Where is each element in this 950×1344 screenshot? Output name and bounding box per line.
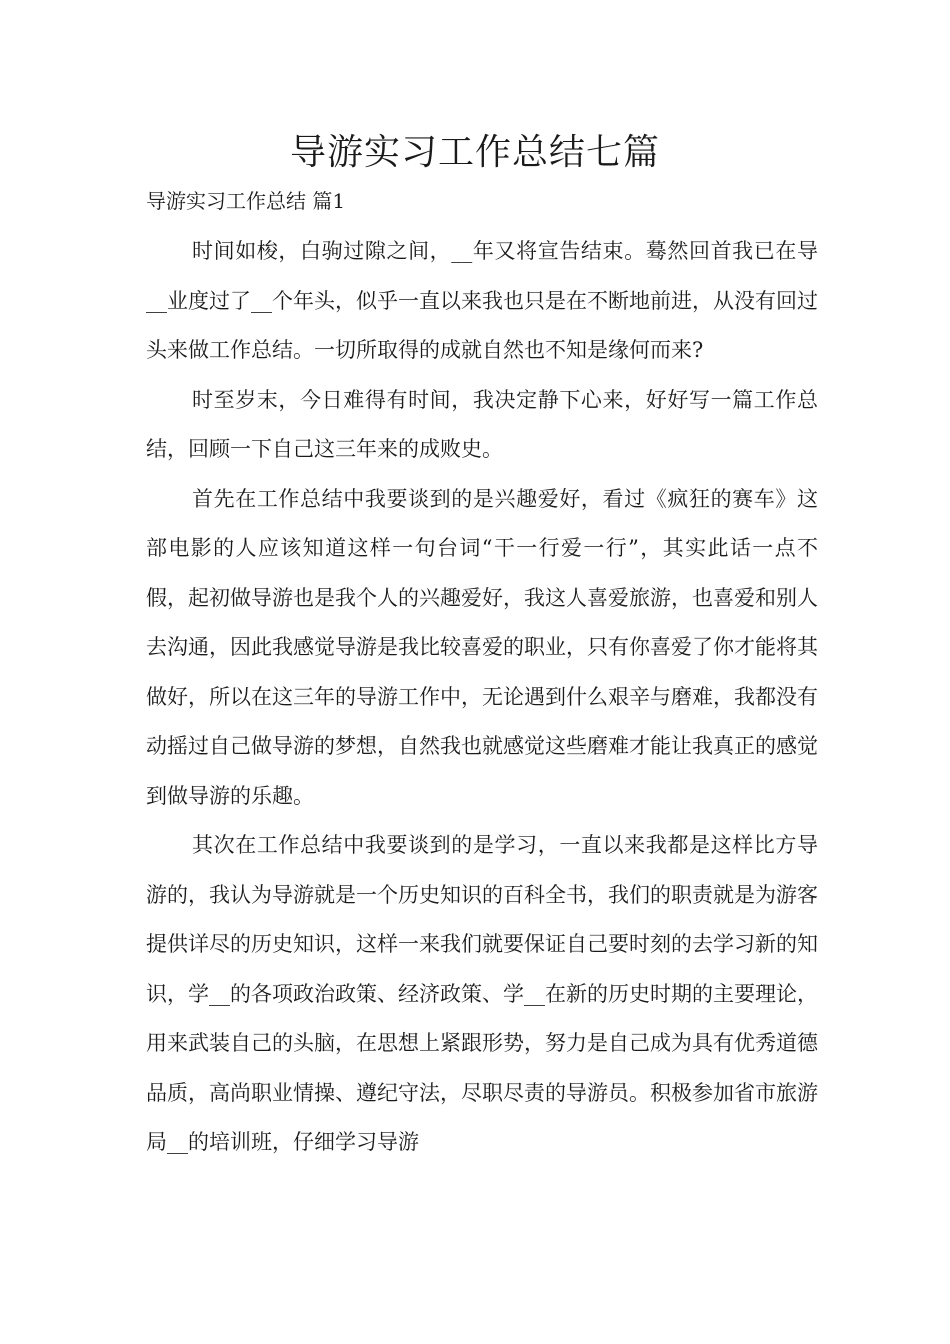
paragraph: 其次在工作总结中我要谈到的是学习，一直以来我都是这样比方导游的，我认为导游就是一个历史知识的百科全书，我们的职责就是为游客提供详尽的历史知识，这样一来我们就要保证自己要时刻的去学习新的知识，学__的各项政治政策、经济政策、学__在新的历史时期的主要理论，用来武装自己的头脑，在思想上紧跟形势，努力是自己成为具有优秀道德品质，高尚职业情操、遵纪守法，尽职尽责的导游员。积极参加省市旅游局__的培训班，仔细学习导游 bbox=[146, 833, 818, 1154]
section-heading: 导游实习工作总结 篇1 bbox=[146, 189, 346, 213]
document-title: 导游实习工作总结七篇 bbox=[289, 132, 660, 173]
paragraph: 首先在工作总结中我要谈到的是兴趣爱好，看过《疯狂的赛车》这部电影的人应该知道这样一句台词“干一行爱一行”，其实此话一点不假，起初做导游也是我个人的兴趣爱好，我这人喜爱旅游，也喜爱和别人去沟通，因此我感觉导游是我比较喜爱的职业，只有你喜爱了你才能将其做好，所以在这三年的导游工作中，无论遇到什么艰辛与磨难，我都没有动摇过自己做导游的梦想，自然我也就感觉这些磨难才能让我真正的感觉到做导游的乐趣。 bbox=[146, 486, 818, 808]
paragraph: 时至岁末，今日难得有时间，我决定静下心来，好好写一篇工作总结，回顾一下自己这三年来的成败史。 bbox=[146, 387, 818, 461]
body-text bbox=[146, 227, 818, 1168]
paragraph: 时间如梭，白驹过隙之间，__年又将宣告结束。蓦然回首我已在导__业度过了__个年头，似乎一直以来我也只是在不断地前进，从没有回过头来做工作总结。一切所取得的成就自然也不知是缘何而来? bbox=[146, 239, 818, 362]
